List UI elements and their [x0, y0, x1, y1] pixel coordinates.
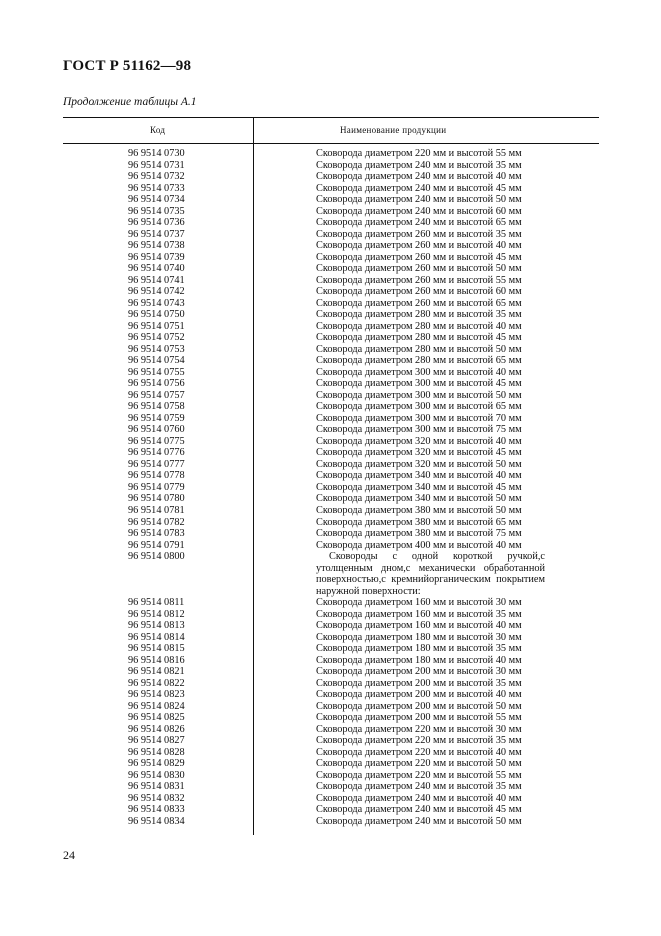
product-name: Сковорода диаметром 260 мм и высотой 40 мм	[316, 240, 522, 252]
product-name: Сковорода диаметром 220 мм и высотой 35 мм	[316, 735, 522, 747]
column-header-code: Код	[150, 125, 166, 135]
product-code: 96 9514 0781	[128, 504, 185, 516]
table-row	[0, 493, 661, 505]
product-name: Сковорода диаметром 220 мм и высотой 55 мм	[316, 148, 522, 159]
product-code: 96 9514 0778	[128, 470, 185, 482]
table-row	[0, 804, 661, 816]
product-name: Сковорода диаметром 240 мм и высотой 60 мм	[316, 205, 522, 217]
table-row	[0, 666, 661, 678]
table-row	[0, 505, 661, 517]
table-row	[0, 355, 661, 367]
table-row	[0, 482, 661, 494]
table-top-rule	[63, 117, 599, 118]
product-name: Сковорода диаметром 220 мм и высотой 30 мм	[316, 723, 522, 735]
table-row	[0, 321, 661, 333]
product-code: 96 9514 0734	[128, 194, 185, 206]
table-row	[0, 229, 661, 241]
table-row	[0, 459, 661, 471]
group-code: 96 9514 0800	[128, 551, 185, 563]
product-name: Сковорода диаметром 240 мм и высотой 35 мм	[316, 781, 522, 793]
product-code: 96 9514 0736	[128, 217, 185, 229]
product-name: Сковорода диаметром 200 мм и высотой 30 мм	[316, 666, 522, 678]
product-name: Сковорода диаметром 180 мм и высотой 30 мм	[316, 631, 522, 643]
product-name: Сковорода диаметром 300 мм и высотой 40 мм	[316, 366, 522, 378]
table-row	[0, 620, 661, 632]
table-row	[0, 171, 661, 183]
product-name: Сковорода диаметром 400 мм и высотой 40 мм	[316, 539, 522, 551]
table-row	[0, 781, 661, 793]
product-name: Сковорода диаметром 200 мм и высотой 40 мм	[316, 689, 522, 701]
table-row	[0, 217, 661, 229]
product-name: Сковорода диаметром 220 мм и высотой 50 мм	[316, 758, 522, 770]
page-number: 24	[63, 848, 75, 862]
table-row	[0, 344, 661, 356]
product-code: 96 9514 0757	[128, 389, 185, 401]
table-row	[0, 424, 661, 436]
product-name: Сковорода диаметром 380 мм и высотой 50 мм	[316, 504, 522, 516]
product-name: Сковорода диаметром 180 мм и высотой 35 мм	[316, 643, 522, 655]
product-code: 96 9514 0833	[128, 804, 185, 816]
product-name: Сковорода диаметром 240 мм и высотой 50 мм	[316, 194, 522, 206]
table-row	[0, 206, 661, 218]
product-code: 96 9514 0826	[128, 723, 185, 735]
product-name: Сковорода диаметром 240 мм и высотой 50 мм	[316, 815, 522, 827]
product-name: Сковорода диаметром 320 мм и высотой 50 мм	[316, 458, 522, 470]
table-row	[0, 263, 661, 275]
product-code: 96 9514 0829	[128, 758, 185, 770]
table-row	[0, 332, 661, 344]
table-row	[0, 816, 661, 828]
product-code: 96 9514 0756	[128, 378, 185, 390]
table-row	[0, 367, 661, 379]
table-row	[0, 378, 661, 390]
product-name: Сковорода диаметром 240 мм и высотой 65 мм	[316, 217, 522, 229]
product-name: Сковорода диаметром 240 мм и высотой 45 мм	[316, 804, 522, 816]
table-row	[0, 609, 661, 621]
product-code: 96 9514 0737	[128, 228, 185, 240]
product-code: 96 9514 0831	[128, 781, 185, 793]
product-name: Сковорода диаметром 240 мм и высотой 40 мм	[316, 792, 522, 804]
product-name: Сковорода диаметром 340 мм и высотой 45 мм	[316, 481, 522, 493]
product-name: Сковорода диаметром 160 мм и высотой 40 мм	[316, 620, 522, 632]
product-name: Сковорода диаметром 160 мм и высотой 35 мм	[316, 608, 522, 620]
table-body	[0, 148, 661, 827]
group-row	[0, 551, 661, 597]
table-row	[0, 401, 661, 413]
table-row	[0, 655, 661, 667]
product-name: Сковорода диаметром 380 мм и высотой 65 мм	[316, 516, 522, 528]
product-code: 96 9514 0753	[128, 343, 185, 355]
column-header-product-name: Наименование продукции	[340, 125, 447, 135]
product-code: 96 9514 0816	[128, 654, 185, 666]
table-row	[0, 470, 661, 482]
table-row	[0, 712, 661, 724]
table-row	[0, 632, 661, 644]
product-name: Сковорода диаметром 380 мм и высотой 75 мм	[316, 528, 522, 540]
table-row	[0, 793, 661, 805]
product-code: 96 9514 0760	[128, 424, 185, 436]
product-name: Сковорода диаметром 180 мм и высотой 40 мм	[316, 654, 522, 666]
product-code: 96 9514 0824	[128, 700, 185, 712]
product-name: Сковорода диаметром 260 мм и высотой 55 мм	[316, 274, 522, 286]
product-code: 96 9514 0738	[128, 240, 185, 252]
product-code: 96 9514 0750	[128, 309, 185, 321]
product-code: 96 9514 0823	[128, 689, 185, 701]
product-name: Сковорода диаметром 260 мм и высотой 45 мм	[316, 251, 522, 263]
product-name: Сковорода диаметром 280 мм и высотой 35 мм	[316, 309, 522, 321]
product-code: 96 9514 0777	[128, 458, 185, 470]
product-name: Сковорода диаметром 340 мм и высотой 50 мм	[316, 493, 522, 505]
group-description: Сковороды с одной короткой ручкой,с утолщенным дном,с механически обработанной поверхностью,с кремнийорганическим покрытием наружной поверхности:	[316, 551, 545, 597]
product-code: 96 9514 0735	[128, 205, 185, 217]
product-code: 96 9514 0828	[128, 746, 185, 758]
product-code: 96 9514 0733	[128, 182, 185, 194]
table-row	[0, 678, 661, 690]
product-name: Сковорода диаметром 200 мм и высотой 55 мм	[316, 712, 522, 724]
product-code: 96 9514 0811	[128, 597, 185, 609]
product-code: 96 9514 0827	[128, 735, 185, 747]
product-code: 96 9514 0783	[128, 528, 185, 540]
table-row	[0, 160, 661, 172]
table-row	[0, 701, 661, 713]
table-row	[0, 735, 661, 747]
table-row	[0, 298, 661, 310]
table-row	[0, 447, 661, 459]
product-code: 96 9514 0779	[128, 481, 185, 493]
product-name: Сковорода диаметром 220 мм и высотой 40 мм	[316, 746, 522, 758]
product-name: Сковорода диаметром 200 мм и высотой 50 мм	[316, 700, 522, 712]
product-code: 96 9514 0754	[128, 355, 185, 367]
table-row	[0, 758, 661, 770]
table-row	[0, 286, 661, 298]
table-row	[0, 528, 661, 540]
product-code: 96 9514 0782	[128, 516, 185, 528]
table-row	[0, 413, 661, 425]
product-code: 96 9514 0813	[128, 620, 185, 632]
product-name: Сковорода диаметром 300 мм и высотой 50 мм	[316, 389, 522, 401]
product-name: Сковорода диаметром 300 мм и высотой 65 мм	[316, 401, 522, 413]
product-code: 96 9514 0822	[128, 677, 185, 689]
product-code: 96 9514 0731	[128, 159, 185, 171]
product-code: 96 9514 0821	[128, 666, 185, 678]
table-row	[0, 747, 661, 759]
product-name: Сковорода диаметром 260 мм и высотой 60 мм	[316, 286, 522, 298]
table-row	[0, 183, 661, 195]
table-row	[0, 643, 661, 655]
product-name: Сковорода диаметром 280 мм и высотой 50 мм	[316, 343, 522, 355]
standard-title: ГОСТ Р 51162—98	[63, 58, 192, 74]
product-name: Сковорода диаметром 280 мм и высотой 45 мм	[316, 332, 522, 344]
table-row	[0, 194, 661, 206]
product-code: 96 9514 0775	[128, 435, 185, 447]
product-name: Сковорода диаметром 260 мм и высотой 65 мм	[316, 297, 522, 309]
product-code: 96 9514 0740	[128, 263, 185, 275]
table-row	[0, 597, 661, 609]
product-name: Сковорода диаметром 220 мм и высотой 55 мм	[316, 769, 522, 781]
product-name: Сковорода диаметром 300 мм и высотой 70 мм	[316, 412, 522, 424]
table-row	[0, 724, 661, 736]
product-name: Сковорода диаметром 260 мм и высотой 35 мм	[316, 228, 522, 240]
table-row	[0, 309, 661, 321]
product-name: Сковорода диаметром 260 мм и высотой 50 мм	[316, 263, 522, 275]
product-name: Сковорода диаметром 320 мм и высотой 40 мм	[316, 435, 522, 447]
product-code: 96 9514 0758	[128, 401, 185, 413]
product-code: 96 9514 0815	[128, 643, 185, 655]
product-code: 96 9514 0759	[128, 412, 185, 424]
table-row	[0, 436, 661, 448]
product-name: Сковорода диаметром 240 мм и высотой 40 мм	[316, 171, 522, 183]
product-name: Сковорода диаметром 280 мм и высотой 40 мм	[316, 320, 522, 332]
product-name: Сковорода диаметром 240 мм и высотой 45 мм	[316, 182, 522, 194]
product-name: Сковорода диаметром 240 мм и высотой 35 мм	[316, 159, 522, 171]
product-code: 96 9514 0776	[128, 447, 185, 459]
product-code: 96 9514 0755	[128, 366, 185, 378]
product-code: 96 9514 0739	[128, 251, 185, 263]
product-code: 96 9514 0814	[128, 631, 185, 643]
table-row	[0, 252, 661, 264]
table-row	[0, 275, 661, 287]
table-header-rule	[63, 143, 599, 144]
table-row	[0, 517, 661, 529]
table-row	[0, 148, 661, 160]
table-row	[0, 689, 661, 701]
product-code: 96 9514 0743	[128, 297, 185, 309]
table-row	[0, 390, 661, 402]
product-name: Сковорода диаметром 300 мм и высотой 45 мм	[316, 378, 522, 390]
product-code: 96 9514 0825	[128, 712, 185, 724]
product-code: 96 9514 0832	[128, 792, 185, 804]
product-code: 96 9514 0730	[128, 148, 185, 159]
product-code: 96 9514 0752	[128, 332, 185, 344]
product-code: 96 9514 0741	[128, 274, 185, 286]
table-row	[0, 770, 661, 782]
product-code: 96 9514 0791	[128, 539, 185, 551]
product-name: Сковорода диаметром 320 мм и высотой 45 мм	[316, 447, 522, 459]
table-row	[0, 540, 661, 552]
product-name: Сковорода диаметром 300 мм и высотой 75 мм	[316, 424, 522, 436]
product-code: 96 9514 0732	[128, 171, 185, 183]
product-name: Сковорода диаметром 200 мм и высотой 35 мм	[316, 677, 522, 689]
product-name: Сковорода диаметром 340 мм и высотой 40 мм	[316, 470, 522, 482]
product-name: Сковорода диаметром 160 мм и высотой 30 мм	[316, 597, 522, 609]
table-row	[0, 240, 661, 252]
table-caption: Продолжение таблицы А.1	[63, 96, 197, 108]
product-code: 96 9514 0780	[128, 493, 185, 505]
product-code: 96 9514 0742	[128, 286, 185, 298]
product-code: 96 9514 0751	[128, 320, 185, 332]
product-code: 96 9514 0834	[128, 815, 185, 827]
product-code: 96 9514 0812	[128, 608, 185, 620]
product-code: 96 9514 0830	[128, 769, 185, 781]
product-name: Сковорода диаметром 280 мм и высотой 65 мм	[316, 355, 522, 367]
